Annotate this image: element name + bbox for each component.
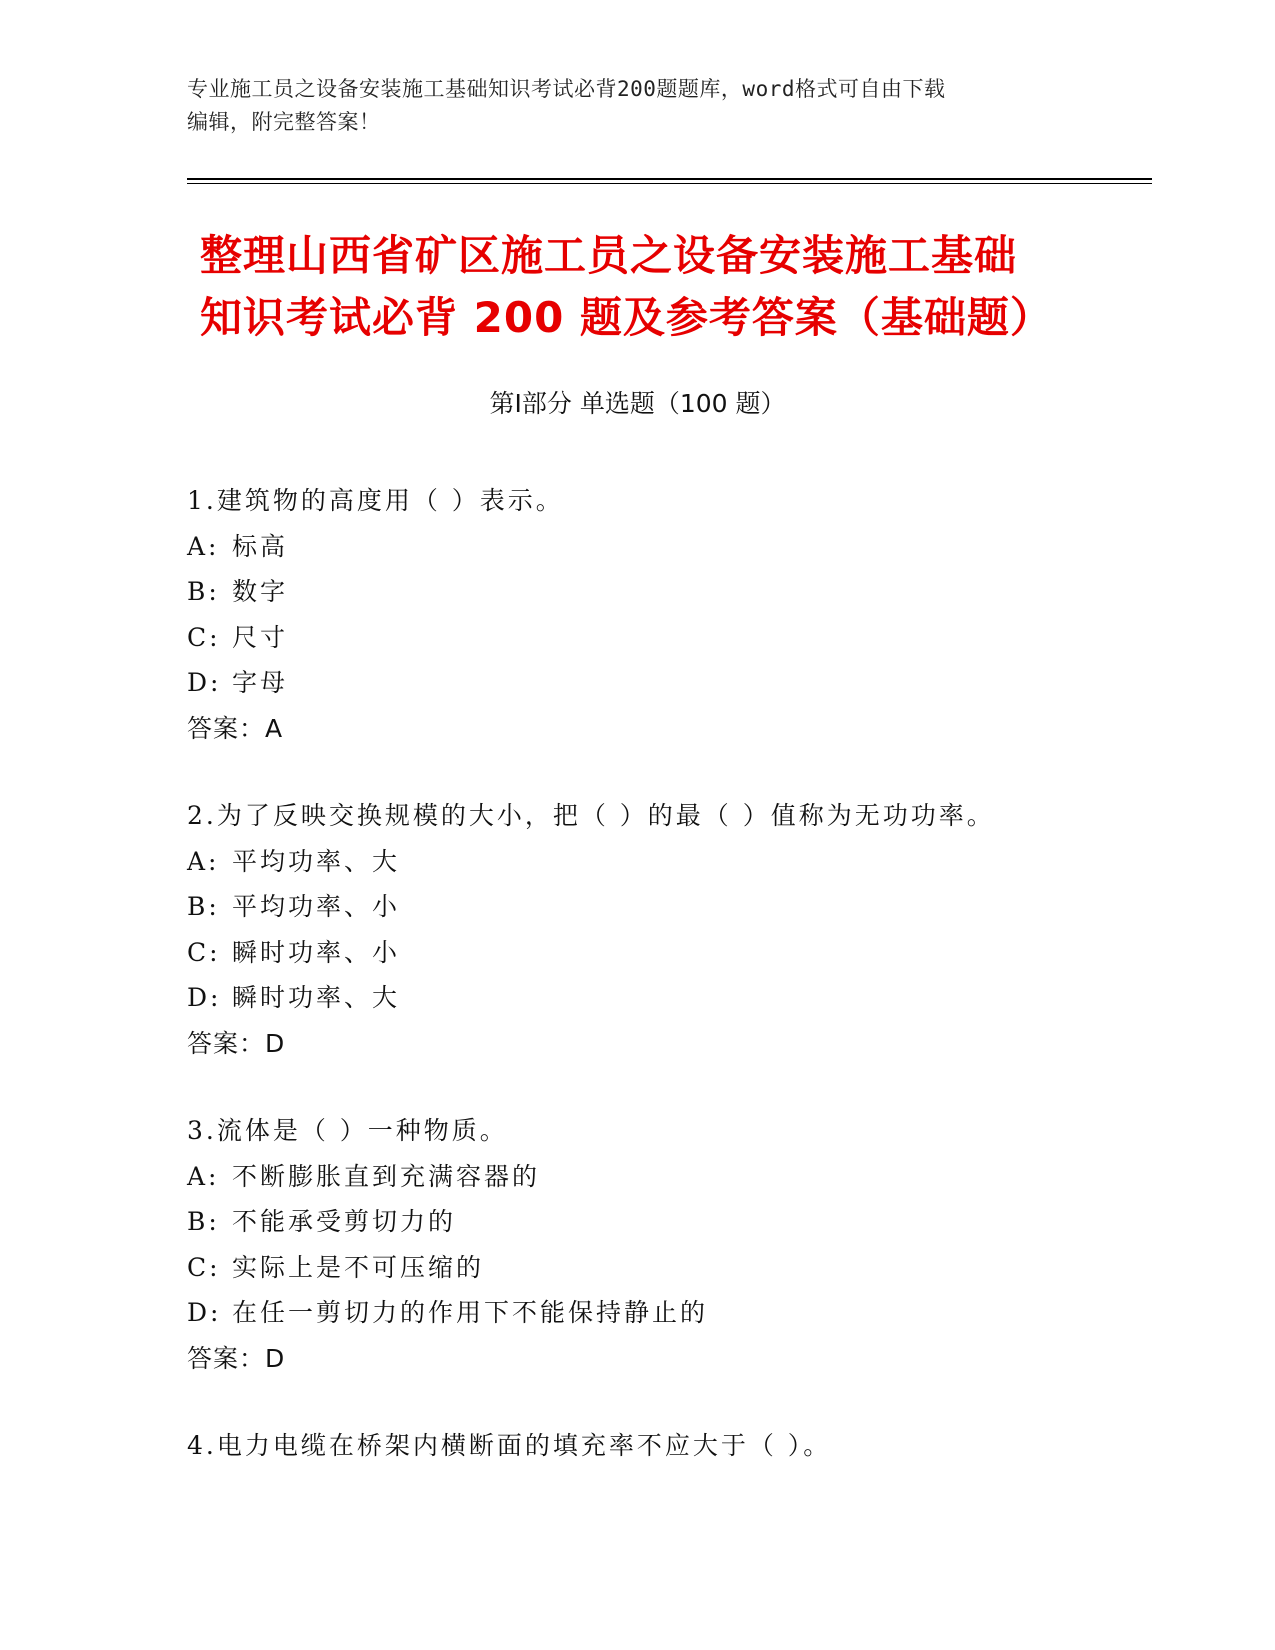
- answer: 答案：D: [187, 1028, 286, 1058]
- option-key: D:: [187, 668, 222, 697]
- answer: 答案：A: [187, 713, 284, 743]
- option-key: C:: [187, 622, 221, 652]
- option-text: 标高: [232, 531, 289, 561]
- option-d: [187, 660, 1137, 706]
- option-key: D:: [187, 983, 222, 1012]
- option-b: [187, 1199, 1137, 1245]
- option-text: 平均功率、小: [232, 892, 401, 921]
- option-a: [187, 1154, 1137, 1200]
- option-c: [187, 930, 1137, 976]
- option-key: B:: [187, 577, 220, 606]
- option-d: [187, 975, 1137, 1021]
- question-3: [187, 1108, 1137, 1381]
- option-text: 数字: [232, 577, 289, 606]
- question-stem: 2.为了反映交换规模的大小，把（ ）的最（ ）值称为无功功率。: [187, 801, 995, 830]
- option-a: [187, 524, 1137, 570]
- option-key: C:: [187, 937, 221, 967]
- header-rule-thick: [187, 178, 1152, 180]
- option-key: A:: [187, 846, 220, 876]
- option-text: 平均功率、大: [232, 846, 401, 876]
- option-c: [187, 615, 1137, 661]
- header-note-line-2: 编辑，附完整答案！: [187, 110, 381, 134]
- header-note-line-1: 专业施工员之设备安装施工基础知识考试必背200题题库，word格式可自由下载: [187, 77, 946, 101]
- header-note: [187, 73, 1067, 139]
- question-2: [187, 793, 1137, 1066]
- document-title-line-2: 知识考试必背 200 题及参考答案（基础题）: [200, 293, 1053, 342]
- option-key: D:: [187, 1298, 222, 1327]
- option-text: 在任一剪切力的作用下不能保持静止的: [232, 1298, 709, 1327]
- question-4: [187, 1423, 1137, 1469]
- option-b: [187, 884, 1137, 930]
- option-text: 瞬时功率、大: [232, 983, 401, 1012]
- option-text: 不能承受剪切力的: [232, 1207, 457, 1236]
- document-title: [200, 225, 1100, 349]
- question-1: [187, 478, 1137, 751]
- question-stem: 1.建筑物的高度用（ ）表示。: [187, 486, 564, 515]
- option-c: [187, 1245, 1137, 1291]
- option-d: [187, 1290, 1137, 1336]
- question-stem: 4.电力电缆在桥架内横断面的填充率不应大于（ ）。: [187, 1431, 832, 1460]
- option-key: B:: [187, 1207, 220, 1236]
- question-list: [187, 478, 1137, 1511]
- option-text: 实际上是不可压缩的: [232, 1252, 485, 1282]
- question-stem: 3.流体是（ ）一种物质。: [187, 1116, 508, 1145]
- option-key: A:: [187, 1161, 220, 1191]
- option-text: 字母: [232, 668, 289, 697]
- section-heading: 第Ⅰ部分 单选题（100 题）: [489, 389, 786, 418]
- option-key: C:: [187, 1252, 221, 1282]
- option-text: 不断膨胀直到充满容器的: [232, 1161, 541, 1191]
- option-key: A:: [187, 531, 220, 561]
- option-a: [187, 839, 1137, 885]
- option-b: [187, 569, 1137, 615]
- option-text: 瞬时功率、小: [232, 937, 401, 967]
- answer: 答案：D: [187, 1343, 286, 1373]
- document-title-line-1: 整理山西省矿区施工员之设备安装施工基础: [200, 231, 1018, 280]
- header-rule-thin: [187, 183, 1152, 184]
- option-text: 尺寸: [232, 622, 289, 652]
- option-key: B:: [187, 892, 220, 921]
